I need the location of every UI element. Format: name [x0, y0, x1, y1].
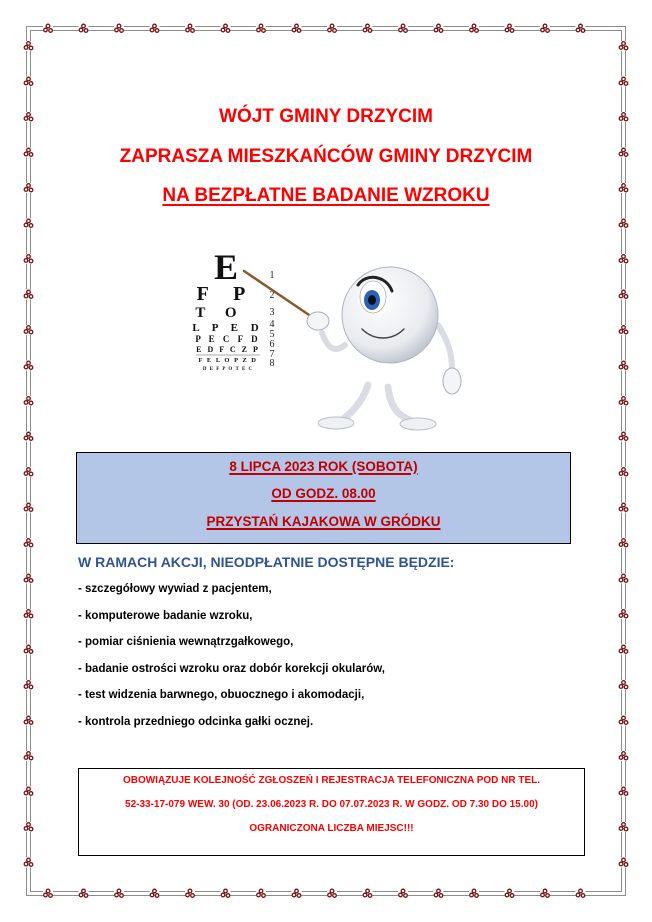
border-ornament — [505, 889, 515, 899]
border-ornament — [185, 889, 195, 899]
event-details-box — [76, 452, 571, 544]
border-ornament — [469, 24, 479, 34]
border-ornament — [24, 396, 34, 406]
border-ornament — [221, 889, 231, 899]
border-ornament — [619, 467, 629, 477]
title-line-3 — [0, 185, 652, 207]
border-ornament — [619, 787, 629, 797]
border-ornament — [43, 24, 53, 34]
border-ornament — [24, 219, 34, 229]
border-ornament — [24, 325, 34, 335]
row-number-8: 8 — [269, 358, 275, 369]
chart-row-2: F P — [196, 283, 256, 305]
border-ornament — [619, 432, 629, 442]
chart-row-6: E D F C Z P — [196, 345, 260, 354]
title-line-1: WÓJT GMINY DRZYCIM — [219, 106, 433, 127]
border-ornament — [619, 290, 629, 300]
service-item: - komputerowe badanie wzroku, — [78, 609, 253, 622]
border-ornament — [540, 889, 550, 899]
border-ornament — [24, 680, 34, 690]
border-ornament — [24, 290, 34, 300]
border-ornament — [469, 889, 479, 899]
border-ornament — [398, 24, 408, 34]
border-ornament — [619, 503, 629, 513]
border-ornament — [24, 858, 34, 868]
services-list — [78, 582, 385, 741]
border-ornament — [24, 538, 34, 548]
service-item: - test widzenia barwnego, obuocznego i akomodacji, — [78, 689, 365, 701]
event-date: 8 LIPCA 2023 ROK (SOBOTA) — [229, 459, 418, 474]
border-ornament — [619, 645, 629, 655]
border-ornament — [24, 503, 34, 513]
row-number-1: 1 — [269, 270, 275, 281]
title-line-3-text: NA BEZPŁATNE BADANIE WZROKU — [162, 185, 490, 206]
border-ornament — [619, 538, 629, 548]
chart-row-3: T O — [195, 305, 245, 321]
border-ornament — [221, 24, 231, 34]
event-place: PRZYSTAŃ KAJAKOWA W GRÓDKU — [206, 514, 441, 529]
border-ornament — [619, 574, 629, 584]
border-ornament — [185, 24, 195, 34]
border-ornament — [576, 889, 586, 899]
border-ornament — [327, 24, 337, 34]
border-ornament — [24, 716, 34, 726]
border-ornament — [150, 24, 160, 34]
row-number-3: 3 — [269, 307, 275, 318]
event-time: OD GODZ. 08.00 — [271, 486, 376, 501]
border-ornament — [505, 24, 515, 34]
service-item: - szczegółowy wywiad z pacjentem, — [78, 583, 272, 595]
title-line-2: ZAPRASZA MIESZKAŃCÓW GMINY DRZYCIM — [119, 146, 533, 167]
border-ornament — [434, 24, 444, 34]
border-ornament — [327, 889, 337, 899]
border-ornament — [434, 889, 444, 899]
border-ornament — [114, 889, 124, 899]
border-ornament — [619, 609, 629, 619]
chart-row-5: P E C F D — [195, 334, 261, 344]
row-number-2: 2 — [269, 290, 275, 301]
border-ornament — [619, 716, 629, 726]
eyeball-body — [342, 267, 438, 363]
border-ornament — [43, 889, 53, 899]
border-ornament — [79, 889, 89, 899]
border-ornament — [398, 889, 408, 899]
border-ornament — [619, 361, 629, 371]
row-number-5: 5 — [269, 329, 275, 340]
row-number-6: 6 — [269, 339, 275, 350]
border-ornament — [363, 889, 373, 899]
border-ornament — [256, 24, 266, 34]
border-ornament — [619, 396, 629, 406]
border-ornament — [292, 24, 302, 34]
row-number-7: 7 — [269, 349, 275, 360]
border-ornament — [24, 609, 34, 619]
eye-chart-cartoon-eyeball-icon — [190, 245, 470, 435]
border-ornament — [619, 858, 629, 868]
border-ornament — [150, 889, 160, 899]
border-ornament — [619, 41, 629, 51]
border-ornament — [292, 889, 302, 899]
border-ornament — [24, 574, 34, 584]
border-ornament — [24, 254, 34, 264]
border-ornament — [619, 822, 629, 832]
notice-line-3: OGRANICZONA LICZBA MIEJSC!!! — [249, 823, 414, 834]
border-ornament — [619, 219, 629, 229]
border-ornament — [256, 889, 266, 899]
border-ornament — [619, 325, 629, 335]
chart-row-7: F E L O P Z D — [198, 357, 258, 364]
border-ornament — [619, 254, 629, 264]
border-ornament — [24, 361, 34, 371]
border-ornament — [24, 787, 34, 797]
border-ornament — [576, 24, 586, 34]
notice-line-1: OBOWIĄZUJE KOLEJNOŚĆ ZGŁOSZEŃ I REJESTRACJA TELEFONICZNA POD NR TEL. — [122, 775, 541, 786]
border-ornament — [24, 77, 34, 87]
border-ornament — [24, 822, 34, 832]
border-ornament — [24, 751, 34, 761]
border-ornament — [619, 751, 629, 761]
border-ornament — [24, 645, 34, 655]
border-ornament — [114, 24, 124, 34]
registration-notice-box — [78, 768, 585, 856]
border-ornament — [79, 24, 89, 34]
notice-line-2-phone: 52-33-17-079 WEW. 30 (OD. 23.06.2023 R. DO 07.07.2023 R. W GODZ. OD 7.30 DO 15.00) — [125, 799, 538, 810]
border-ornament — [619, 77, 629, 87]
service-item: - pomiar ciśnienia wewnątrzgałkowego, — [78, 636, 294, 648]
chart-row-8: D E F P O T E C — [202, 367, 254, 372]
border-ornament — [363, 24, 373, 34]
border-ornament — [540, 24, 550, 34]
border-ornament — [24, 467, 34, 477]
chart-row-4: L P E D — [192, 322, 264, 334]
border-ornament — [24, 41, 34, 51]
service-item: - kontrola przedniego odcinka gałki ocznej. — [78, 715, 314, 728]
services-heading: W RAMACH AKCJI, NIEODPŁATNIE DOSTĘPNE BĘDZIE: — [78, 554, 455, 570]
chart-row-1: E — [213, 247, 239, 287]
row-number-4: 4 — [269, 319, 275, 330]
border-ornament — [619, 680, 629, 690]
border-ornament — [24, 432, 34, 442]
service-item: - badanie ostrości wzroku oraz dobór korekcji okularów, — [78, 662, 385, 675]
